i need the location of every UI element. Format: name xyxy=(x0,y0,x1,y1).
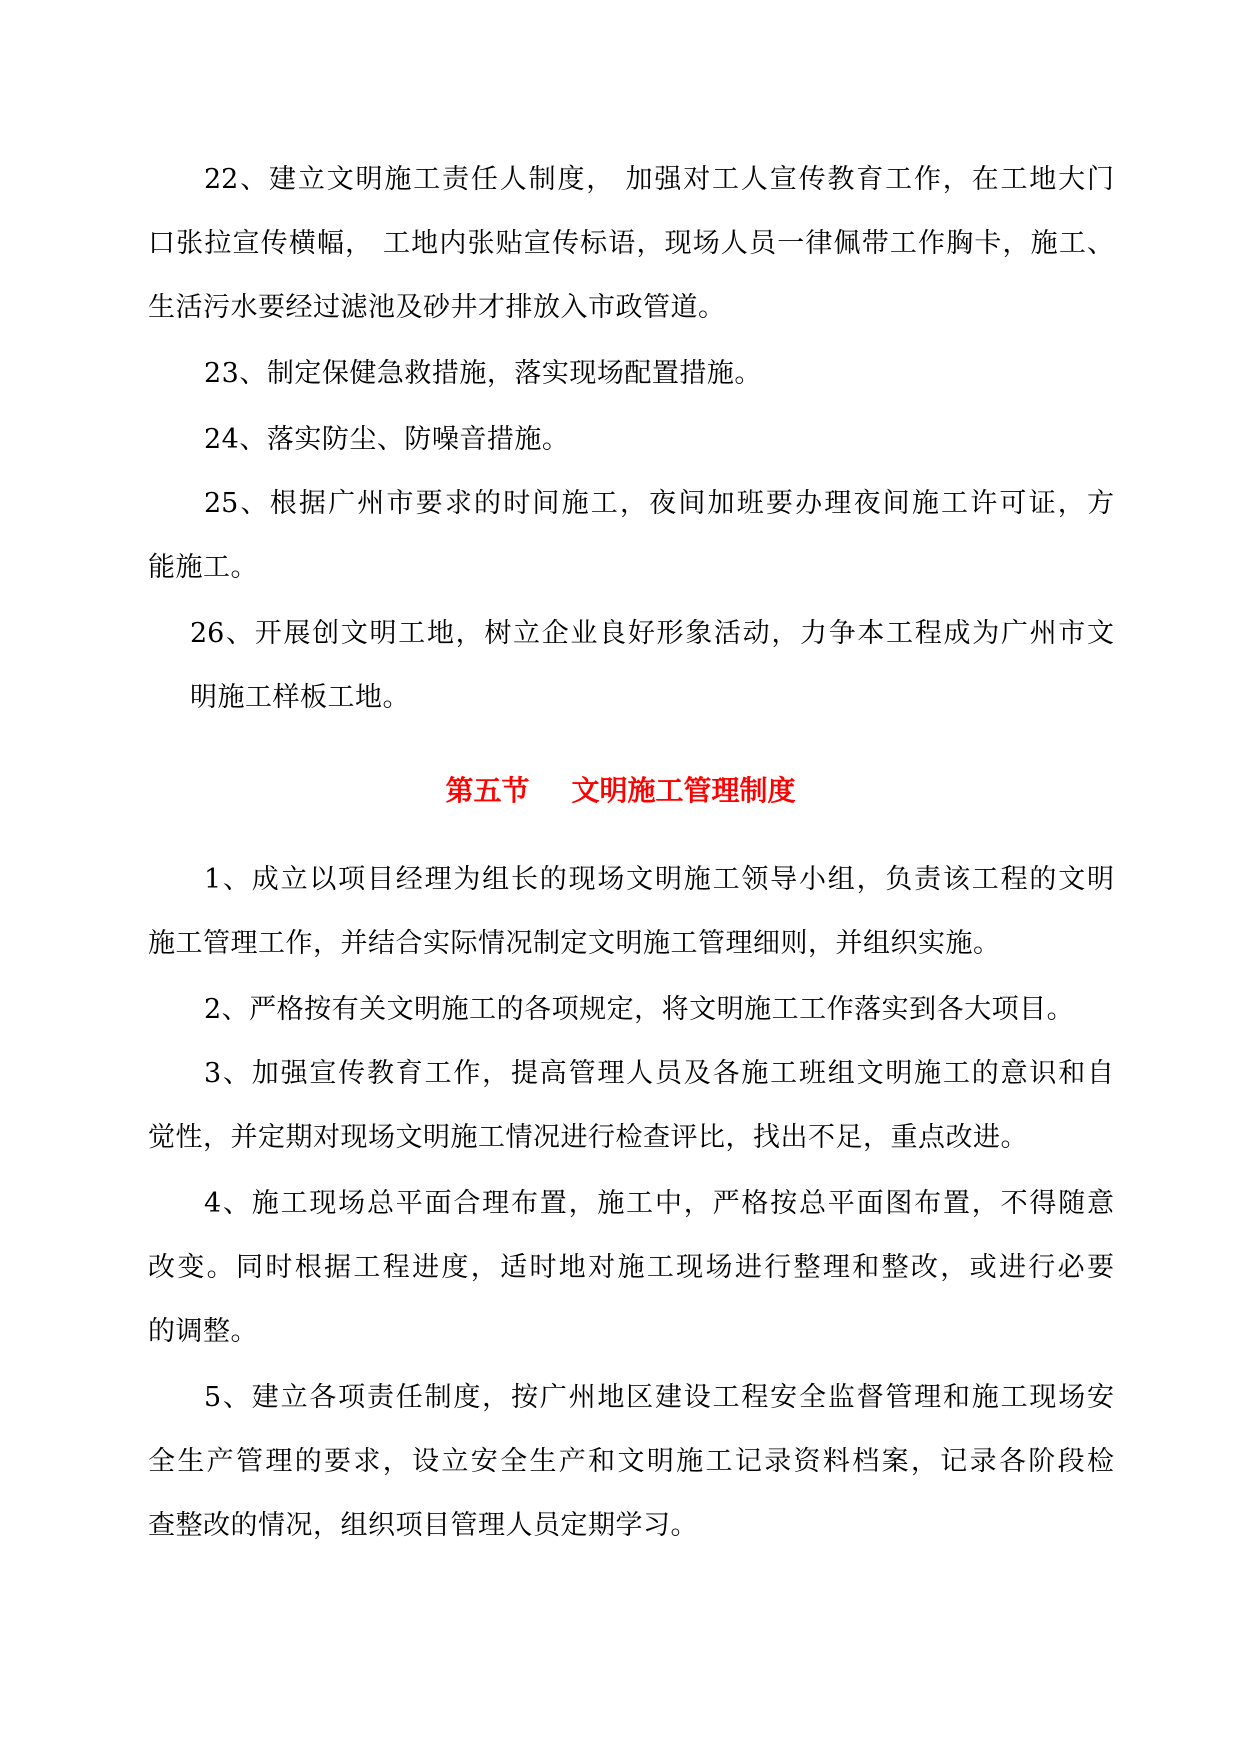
paragraph-line: 全生产管理的要求，设立安全生产和文明施工记录资料档案，记录各阶段检 xyxy=(148,1446,1114,1477)
section-title: 文明施工管理制度 xyxy=(571,774,796,807)
paragraph-line: 的调整。 xyxy=(148,1316,258,1347)
paragraph-line: 施工管理工作，并结合实际情况制定文明施工管理细则，并组织实施。 xyxy=(148,928,1001,959)
paragraph-line: 22、建立文明施工责任人制度， 加强对工人宣传教育工作，在工地大门 xyxy=(204,164,1114,195)
paragraph-line: 23、制定保健急救措施，落实现场配置措施。 xyxy=(204,358,762,389)
section-heading xyxy=(0,772,1241,810)
paragraph-line: 4、施工现场总平面合理布置，施工中，严格按总平面图布置，不得随意 xyxy=(204,1188,1114,1219)
paragraph-line: 觉性，并定期对现场文明施工情况进行检查评比，找出不足，重点改进。 xyxy=(148,1122,1028,1153)
paragraph-line: 能施工。 xyxy=(148,552,258,583)
section-number: 第五节 xyxy=(445,774,530,807)
paragraph-line: 24、落实防尘、防噪音措施。 xyxy=(204,424,570,455)
paragraph-line: 明施工样板工地。 xyxy=(190,682,410,713)
paragraph-line: 2、严格按有关文明施工的各项规定，将文明施工工作落实到各大项目。 xyxy=(204,994,1075,1025)
paragraph-line: 查整改的情况，组织项目管理人员定期学习。 xyxy=(148,1510,698,1541)
paragraph-line: 口张拉宣传横幅， 工地内张贴宣传标语，现场人员一律佩带工作胸卡，施工、 xyxy=(148,228,1114,259)
paragraph-line: 生活污水要经过滤池及砂井才排放入市政管道。 xyxy=(148,292,726,323)
paragraph-line: 3、加强宣传教育工作，提高管理人员及各施工班组文明施工的意识和自 xyxy=(204,1058,1114,1089)
paragraph-line: 1、成立以项目经理为组长的现场文明施工领导小组，负责该工程的文明 xyxy=(204,864,1114,895)
paragraph-line: 26、开展创文明工地，树立企业良好形象活动，力争本工程成为广州市文 xyxy=(190,618,1114,649)
paragraph-line: 5、建立各项责任制度，按广州地区建设工程安全监督管理和施工现场安 xyxy=(204,1382,1114,1413)
paragraph-line: 25、根据广州市要求的时间施工，夜间加班要办理夜间施工许可证，方 xyxy=(204,488,1114,519)
paragraph-line: 改变。同时根据工程进度，适时地对施工现场进行整理和整改，或进行必要 xyxy=(148,1252,1114,1283)
